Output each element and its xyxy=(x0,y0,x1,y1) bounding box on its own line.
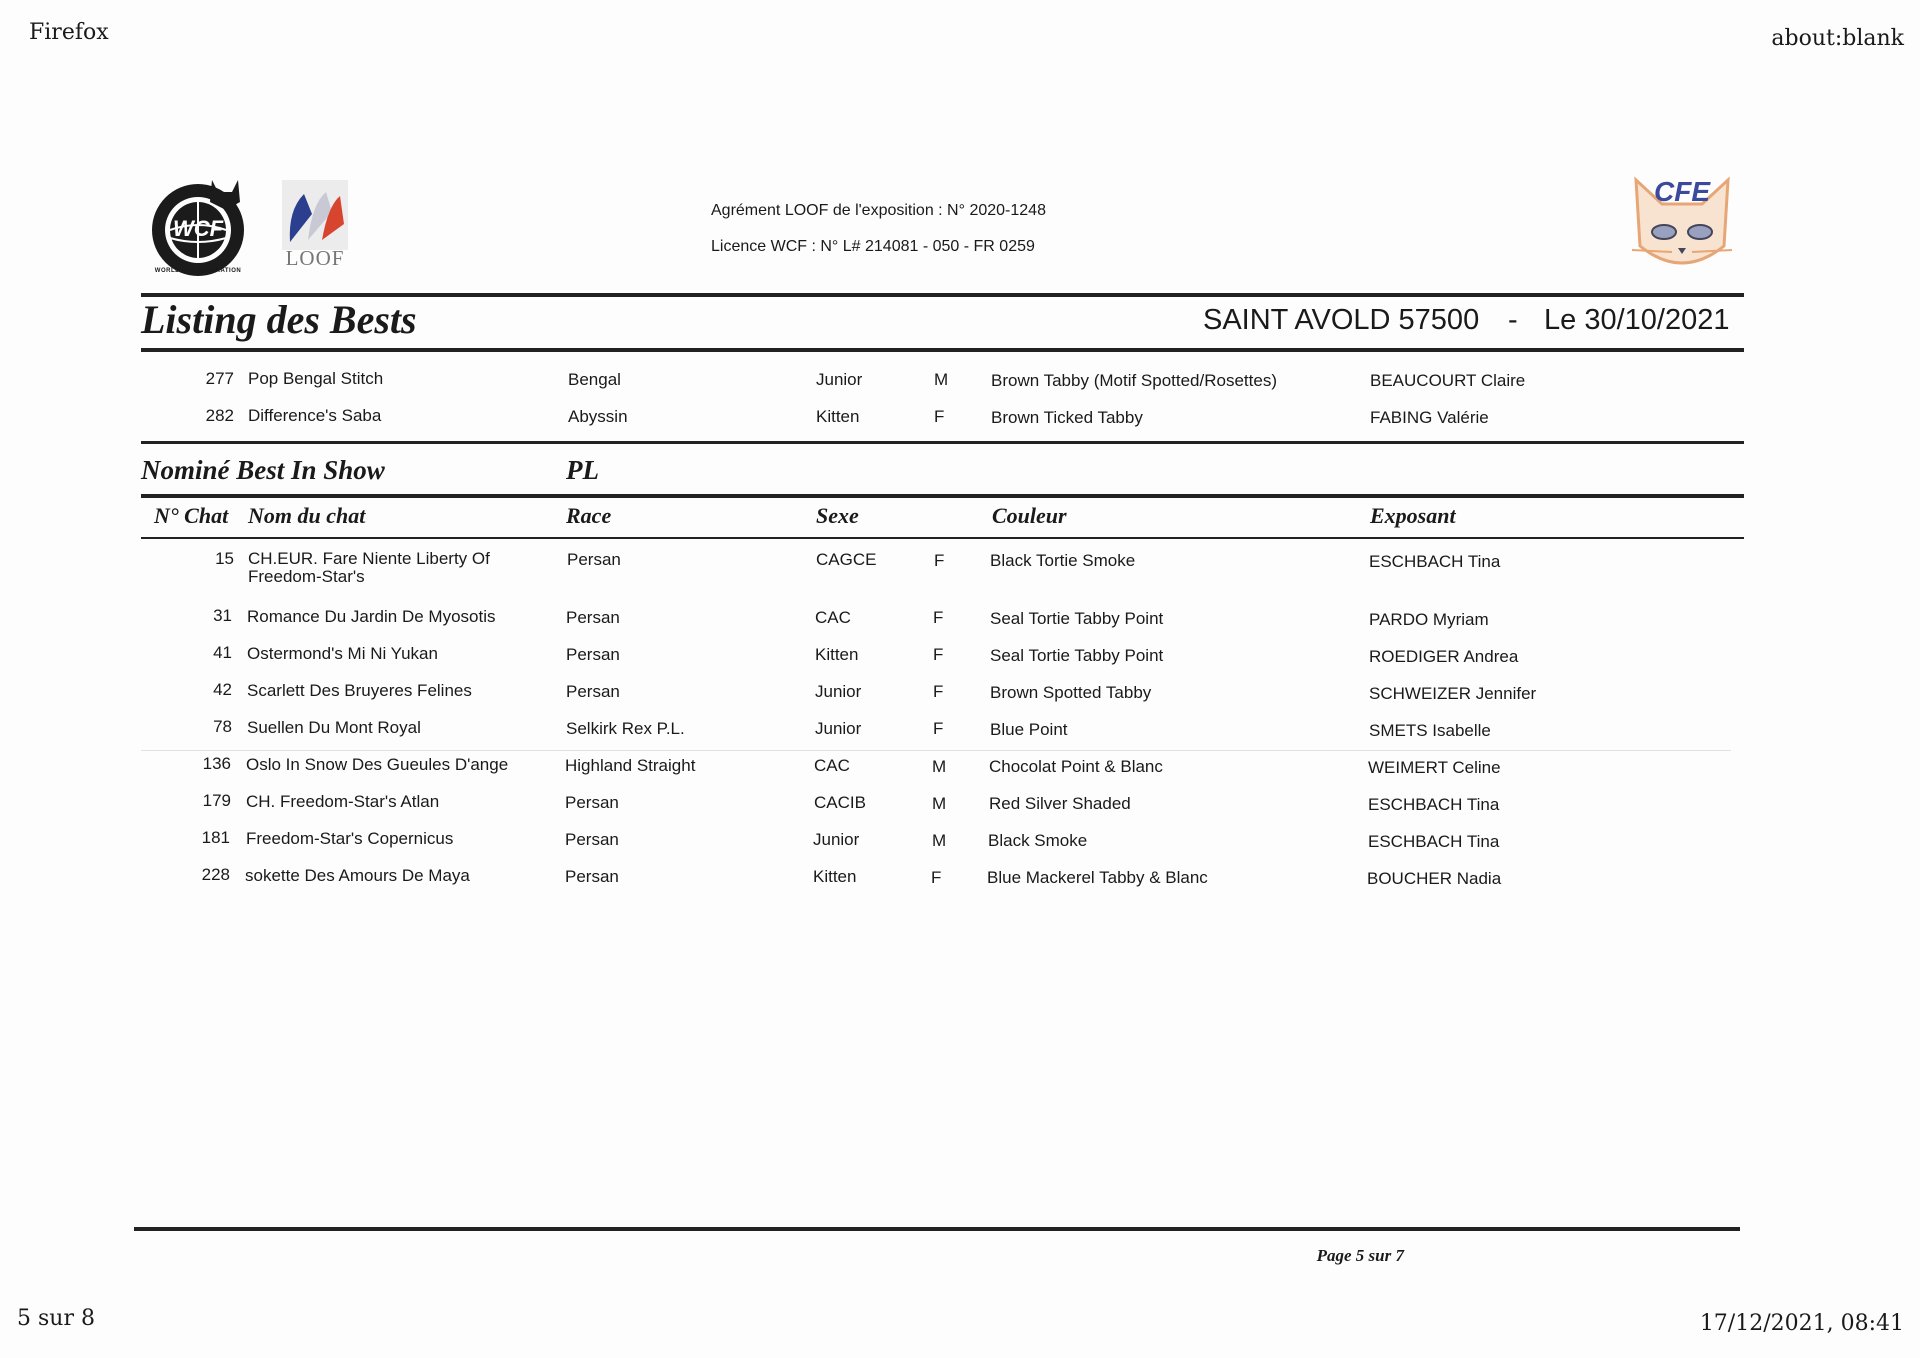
venue-separator: - xyxy=(1508,304,1518,336)
cfe-logo-text: CFE xyxy=(1654,176,1710,207)
cat-exhibitor: BEAUCOURT Claire xyxy=(1370,371,1526,390)
cat-class: CAC xyxy=(814,756,850,775)
cat-exhibitor: ESCHBACH Tina xyxy=(1369,552,1501,571)
browser-url: about:blank xyxy=(1771,26,1904,51)
page-number: Page 5 sur 7 xyxy=(1316,1246,1404,1265)
cat-name: sokette Des Amours De Maya xyxy=(245,866,470,885)
cat-sex: F xyxy=(931,868,942,887)
cat-breed: Persan xyxy=(566,645,620,664)
row-divider xyxy=(141,750,1731,751)
cat-number: 277 xyxy=(205,369,234,388)
cat-sex: F xyxy=(933,645,944,664)
cat-name: Suellen Du Mont Royal xyxy=(247,718,421,737)
header-rule-bottom xyxy=(141,537,1744,539)
cat-name: Freedom-Star's Copernicus xyxy=(246,829,454,848)
cat-class: Junior xyxy=(816,370,863,389)
cat-breed: Persan xyxy=(567,550,621,569)
cat-exhibitor: SCHWEIZER Jennifer xyxy=(1369,684,1537,703)
loof-logo-text: LOOF xyxy=(285,246,345,270)
cat-color: Blue Mackerel Tabby & Blanc xyxy=(987,868,1208,887)
section-title: Nominé Best In Show xyxy=(141,455,385,485)
agrement-text: Agrément LOOF de l'exposition : N° 2020-1248 xyxy=(711,202,1046,219)
section-rule-top xyxy=(141,441,1744,444)
cat-name: Pop Bengal Stitch xyxy=(248,369,384,388)
wcf-logo-text: WCF xyxy=(172,216,224,241)
cat-exhibitor: ROEDIGER Andrea xyxy=(1369,647,1519,666)
cfe-logo xyxy=(1628,176,1736,284)
cat-sex: F xyxy=(934,407,945,426)
cat-exhibitor: FABING Valérie xyxy=(1370,408,1489,427)
cat-number: 136 xyxy=(202,754,231,773)
cat-exhibitor: ESCHBACH Tina xyxy=(1368,832,1500,851)
cat-exhibitor: ESCHBACH Tina xyxy=(1368,795,1500,814)
cat-class: Kitten xyxy=(815,645,859,664)
cat-name: Ostermond's Mi Ni Yukan xyxy=(247,644,438,663)
cat-breed: Persan xyxy=(565,867,619,886)
cat-color: Seal Tortie Tabby Point xyxy=(990,646,1164,665)
footer-rule xyxy=(134,1227,1740,1231)
cat-breed: Persan xyxy=(565,793,619,812)
venue: SAINT AVOLD 57500 xyxy=(1203,304,1480,336)
cat-breed: Bengal xyxy=(568,370,621,389)
cat-class: CAGCE xyxy=(816,550,877,569)
header-rule-top xyxy=(141,494,1744,498)
cat-class: Junior xyxy=(813,830,860,849)
cat-sex: M xyxy=(932,831,947,850)
cat-number: 31 xyxy=(213,606,232,625)
section-category: PL xyxy=(566,455,599,485)
licence-text: Licence WCF : N° L# 214081 - 050 - FR 0259 xyxy=(711,238,1035,255)
cat-exhibitor: WEIMERT Celine xyxy=(1368,758,1501,777)
cat-number: 179 xyxy=(202,791,231,810)
wcf-logo-ring-text: WORLD CAT FEDERATION xyxy=(154,268,242,274)
print-timestamp: 17/12/2021, 08:41 xyxy=(1699,1311,1904,1336)
show-date: Le 30/10/2021 xyxy=(1544,304,1730,336)
cat-color: Black Tortie Smoke xyxy=(990,551,1136,570)
cat-sex: F xyxy=(934,551,945,570)
cat-sex: M xyxy=(932,757,947,776)
cat-number: 181 xyxy=(201,828,230,847)
cat-number: 41 xyxy=(213,643,232,662)
browser-title: Firefox xyxy=(29,20,109,45)
cat-name: Romance Du Jardin De Myosotis xyxy=(247,607,496,626)
cat-exhibitor: PARDO Myriam xyxy=(1369,610,1489,629)
cat-sex: F xyxy=(933,719,944,738)
cat-sex: M xyxy=(932,794,947,813)
cat-name: Difference's Saba xyxy=(248,406,382,425)
cat-color: Blue Point xyxy=(990,720,1068,739)
cat-sex: F xyxy=(933,608,944,627)
cat-class: Junior xyxy=(815,719,862,738)
column-header-race: Race xyxy=(566,503,612,528)
cat-number: 42 xyxy=(213,680,232,699)
title-rule-bottom xyxy=(141,348,1744,352)
print-page-count: 5 sur 8 xyxy=(17,1306,95,1331)
cat-number: 78 xyxy=(213,717,232,736)
cat-breed: Abyssin xyxy=(568,407,628,426)
cat-class: Kitten xyxy=(816,407,860,426)
cat-color: Red Silver Shaded xyxy=(989,794,1131,813)
column-header-couleur: Couleur xyxy=(992,503,1067,528)
cat-exhibitor: SMETS Isabelle xyxy=(1369,721,1491,740)
wcf-logo xyxy=(146,176,250,280)
cat-breed: Persan xyxy=(566,682,620,701)
cat-color: Black Smoke xyxy=(988,831,1088,850)
page-title: Listing des Bests xyxy=(141,297,417,342)
cat-sex: F xyxy=(933,682,944,701)
cat-class: Junior xyxy=(815,682,862,701)
cat-class: CAC xyxy=(815,608,851,627)
column-header-num: N° Chat xyxy=(154,503,229,528)
cat-breed: Persan xyxy=(566,608,620,627)
cat-breed: Highland Straight xyxy=(565,756,696,775)
loof-logo xyxy=(282,180,348,276)
column-header-exposant: Exposant xyxy=(1370,503,1456,528)
cat-number: 228 xyxy=(201,865,230,884)
column-header-nom: Nom du chat xyxy=(248,503,366,528)
cat-color: Brown Ticked Tabby xyxy=(991,408,1143,427)
cat-sex: M xyxy=(934,370,949,389)
cat-color: Brown Tabby (Motif Spotted/Rosettes) xyxy=(991,371,1277,390)
cat-breed: Persan xyxy=(565,830,619,849)
cat-color: Chocolat Point & Blanc xyxy=(989,757,1163,776)
cat-class: CACIB xyxy=(814,793,866,812)
cat-breed: Selkirk Rex P.L. xyxy=(566,719,685,738)
cat-color: Seal Tortie Tabby Point xyxy=(990,609,1164,628)
cat-number: 15 xyxy=(215,549,234,568)
cat-class: Kitten xyxy=(813,867,857,886)
cat-exhibitor: BOUCHER Nadia xyxy=(1367,869,1502,888)
cat-name: Oslo In Snow Des Gueules D'ange xyxy=(246,755,509,774)
column-header-sexe: Sexe xyxy=(816,503,859,528)
cat-color: Brown Spotted Tabby xyxy=(990,683,1152,702)
cat-name: CH. Freedom-Star's Atlan xyxy=(246,792,440,811)
cat-name: CH.EUR. Fare Niente Liberty Of Freedom-Star's xyxy=(248,549,490,586)
cat-number: 282 xyxy=(205,406,234,425)
cat-name: Scarlett Des Bruyeres Felines xyxy=(247,681,472,700)
